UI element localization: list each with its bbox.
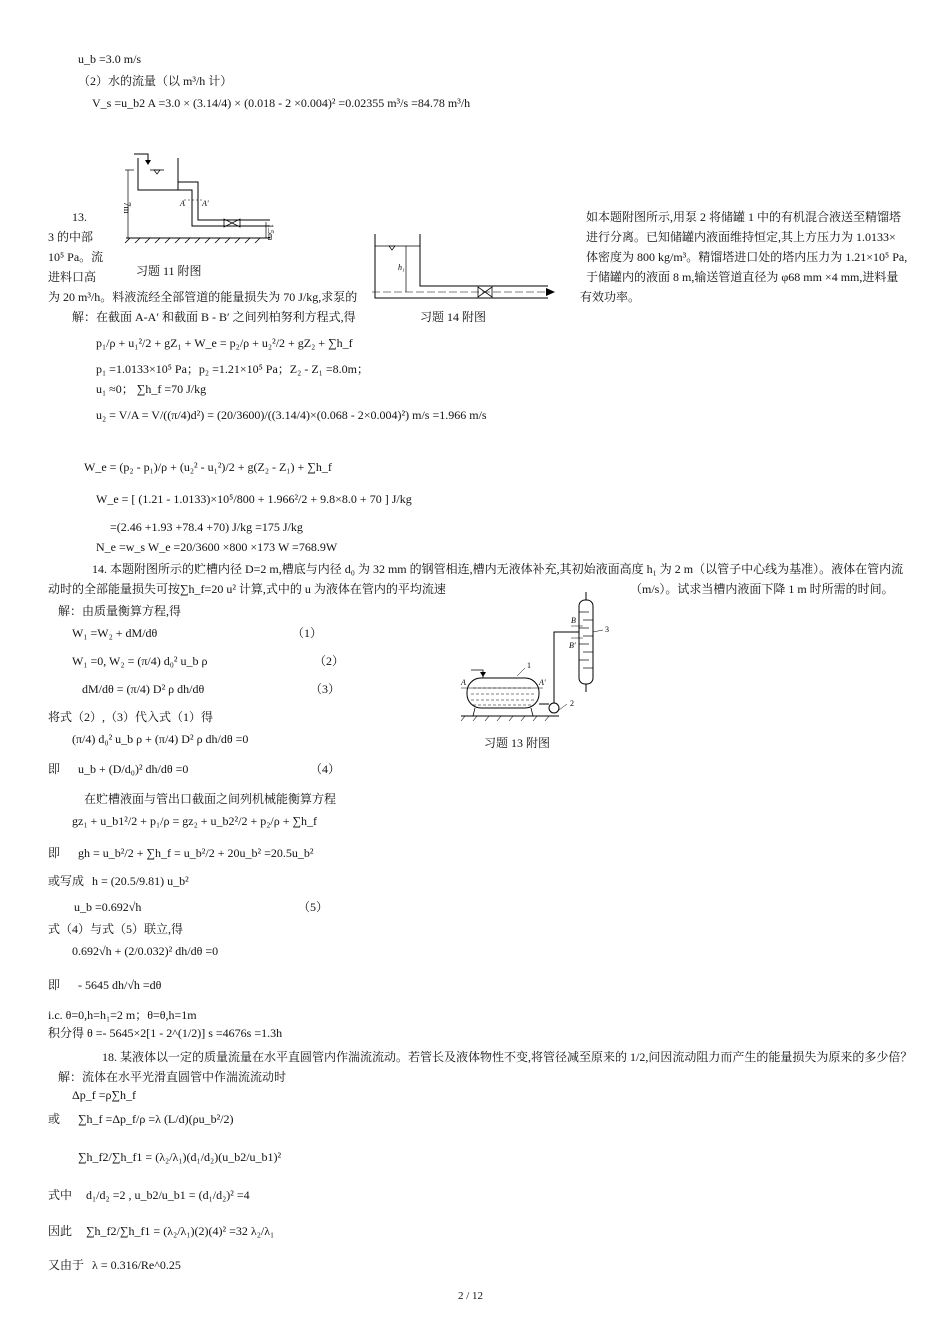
text-substitute: 将式（2）,（3）代入式（1）得	[48, 710, 214, 724]
eq-14-5a: gz₁ + u_b1²/2 + p₁/ρ = gz₂ + u_b2²/2 + p₂/ρ + ∑h_f	[72, 814, 318, 828]
fig13-label-3: 3	[605, 625, 609, 634]
fig14-label-h1: h₁	[398, 263, 405, 272]
solution-18-intro: 解：流体在水平光滑直圆管中作湍流流动时	[58, 1070, 287, 1084]
caption-figure-11: 习题 11 附图	[136, 264, 202, 278]
eq-initial-conditions: i.c. θ=0,h=h₁=2 m；θ=θ,h=1m	[48, 1008, 197, 1022]
page-number: 2 / 12	[458, 1290, 484, 1302]
problem-13-line4: 10⁵ Pa。流	[48, 250, 104, 264]
problem-14-line2: 动时的全部能量损失可按∑h_f=20 u² 计算,式中的 u 为液体在管内的平均流速	[48, 582, 446, 596]
text-combine: 式（4）与式（5）联立,得	[48, 922, 184, 936]
fig13-label-b: B	[571, 616, 576, 625]
text-energy-balance: 在贮槽液面与管出口截面之间列机械能衡算方程	[84, 792, 337, 806]
eq-14-5b: gh = u_b²/2 + ∑h_f = u_b²/2 + 20u_b² =20.5u_b²	[78, 846, 314, 860]
eq-14-5: u_b =0.692√h	[74, 900, 142, 914]
problem-13-line1: 如本题附图所示,用泵 2 将储罐 1 中的有机混合液送至精馏塔	[586, 210, 902, 224]
eq-number-3: （3）	[310, 682, 341, 696]
problem-13-line9: 有效功率。	[580, 290, 641, 304]
problem-13-line6: 进料口高	[48, 270, 97, 284]
eq-14-4a: (π/4) d₀² u_b ρ + (π/4) D² ρ dh/dθ =0	[72, 732, 249, 746]
eq-number-4: （4）	[310, 762, 341, 776]
label-ji-3: 即	[48, 978, 61, 992]
eq-number-5: （5）	[298, 900, 329, 914]
fig11-label-7m: 7m	[122, 202, 132, 214]
fig13-label-1: 1	[527, 661, 531, 670]
fig11-label-a: A	[180, 199, 185, 208]
problem-14-line3: （m/s）。试求当槽内液面下降 1 m 时所需的时间。	[630, 582, 894, 596]
fig13-label-a: A	[461, 678, 466, 687]
eq-we-3: =(2.46 +1.93 +78.4 +70) J/kg =175 J/kg	[110, 520, 303, 534]
fig11-label-15m: 1.5m	[266, 224, 275, 241]
eq-we-2: W_e = [ (1.21 - 1.0133)×10⁵/800 + 1.966²/2 + 9.8×8.0 + 70 ] J/kg	[96, 492, 412, 506]
eq-flowrate: V_s =u_b2 A =3.0 × (3.14/4) × (0.018 - 2 ×0.004)² =0.02355 m³/s =84.78 m³/h	[92, 96, 471, 110]
eq-18-6: λ = 0.316/Re^0.25	[92, 1258, 181, 1272]
label-ji-1: 即	[48, 762, 61, 776]
eq-14-2: W₁ =0, W₂ = (π/4) d₀² u_b ρ	[72, 654, 208, 668]
problem-13-line7: 于储罐内的液面 8 m,输送管道直径为 φ68 mm ×4 mm,进料量	[586, 270, 899, 284]
eq-velocity-loss: u₁ ≈0； ∑h_f =70 J/kg	[96, 382, 207, 396]
caption-figure-14: 习题 14 附图	[420, 310, 487, 324]
fig13-label-b-prime: B′	[569, 641, 576, 650]
fig11-label-a-prime: A′	[202, 199, 209, 208]
label-or: 或写成	[48, 874, 85, 888]
eq-u2: u₂ = V/A = V/((π/4)d²) = (20/3600)/((3.14/4)×(0.068 - 2×0.004)²) m/s =1.966 m/s	[96, 408, 487, 422]
eq-14-3: dM/dθ = (π/4) D² ρ dh/dθ	[82, 682, 205, 696]
problem-13-number: 13.	[72, 210, 87, 224]
eq-number-1: （1）	[292, 626, 323, 640]
text-flow-title: （2）水的流量（以 m³/h 计）	[78, 74, 233, 88]
fig13-label-a-prime: A′	[539, 678, 546, 687]
eq-we-1: W_e = (p₂ - p₁)/ρ + (u₂² - u₁²)/2 + g(Z₂ - Z₁) + ∑h_f	[84, 460, 332, 474]
eq-14-5c: h = (20.5/9.81) u_b²	[92, 874, 189, 888]
eq-pressures: p₁ =1.0133×10⁵ Pa；p₂ =1.21×10⁵ Pa；Z₂ - Z₁ =8.0m；	[96, 362, 369, 376]
problem-14-line1: 14. 本题附图所示的贮槽内径 D=2 m,槽底与内径 d₀ 为 32 mm 的钢管相连,槽内无液体补充,其初始液面高度 h₁ 为 2 m（以管子中心线为基准）。液体在管内流	[92, 562, 904, 576]
label-youyouyu: 又由于	[48, 1258, 85, 1272]
eq-18-2: ∑h_f =Δp_f/ρ =λ (L/d)(ρu_b²/2)	[78, 1112, 234, 1126]
eq-14-1: W₁ =W₂ + dM/dθ	[72, 626, 158, 640]
label-shizhong: 式中	[48, 1188, 73, 1202]
eq-18-4: d₁/d₂ =2 , u_b2/u_b1 = (d₁/d₂)² =4	[86, 1188, 250, 1202]
eq-bernoulli: p₁/ρ + u₁²/2 + gZ₁ + W_e = p₂/ρ + u₂²/2 + gZ₂ + ∑h_f	[96, 336, 353, 350]
problem-13-line8: 为 20 m³/h。料液流经全部管道的能量损失为 70 J/kg,求泵的	[48, 290, 358, 304]
label-huo: 或	[48, 1112, 61, 1126]
fig13-label-2: 2	[570, 699, 574, 708]
eq-14-6: 0.692√h + (2/0.032)² dh/dθ =0	[72, 944, 219, 958]
eq-14-7: - 5645 dh/√h =dθ	[78, 978, 162, 992]
label-yinci: 因此	[48, 1224, 73, 1238]
eq-ne: N_e =w_s W_e =20/3600 ×800 ×173 W =768.9W	[96, 540, 338, 554]
caption-figure-13: 习题 13 附图	[484, 736, 551, 750]
problem-13-line2: 3 的中部	[48, 230, 94, 244]
problem-18: 18. 某液体以一定的质量流量在水平直圆管内作湍流流动。若管长及液体物性不变,将管径减至原来的 1/2,问因流动阻力而产生的能量损失为原来的多少倍？	[102, 1050, 913, 1064]
eq-14-4: u_b + (D/d₀)² dh/dθ =0	[78, 762, 189, 776]
problem-13-line3: 进行分离。已知储罐内液面维持恒定,其上方压力为 1.0133×	[586, 230, 896, 244]
problem-13-line5: 体密度为 800 kg/m³。精馏塔进口处的塔内压力为 1.21×10⁵ Pa,	[586, 250, 908, 264]
figure-14-diagram	[370, 228, 560, 304]
solution-14-intro: 解：由质量衡算方程,得	[58, 604, 182, 618]
eq-18-5: ∑h_f2/∑h_f1 = (λ₂/λ₁)(2)(4)² =32 λ₂/λ₁	[86, 1224, 275, 1238]
solution-13-intro: 解：在截面 A-A′ 和截面 B - B′ 之间列柏努利方程式,得	[72, 310, 356, 324]
eq-number-2: （2）	[314, 654, 345, 668]
figure-13-diagram	[455, 592, 625, 726]
eq-integration: 积分得 θ =- 5645×2[1 - 2^(1/2)] s =4676s =1.3h	[48, 1026, 283, 1040]
text-ub: u_b =3.0 m/s	[78, 52, 142, 66]
label-ji-2: 即	[48, 846, 61, 860]
eq-18-3: ∑h_f2/∑h_f1 = (λ₂/λ₁)(d₁/d₂)(u_b2/u_b1)²	[78, 1150, 282, 1164]
eq-18-1: Δp_f =ρ∑h_f	[72, 1088, 137, 1102]
figure-11-diagram	[120, 150, 280, 245]
